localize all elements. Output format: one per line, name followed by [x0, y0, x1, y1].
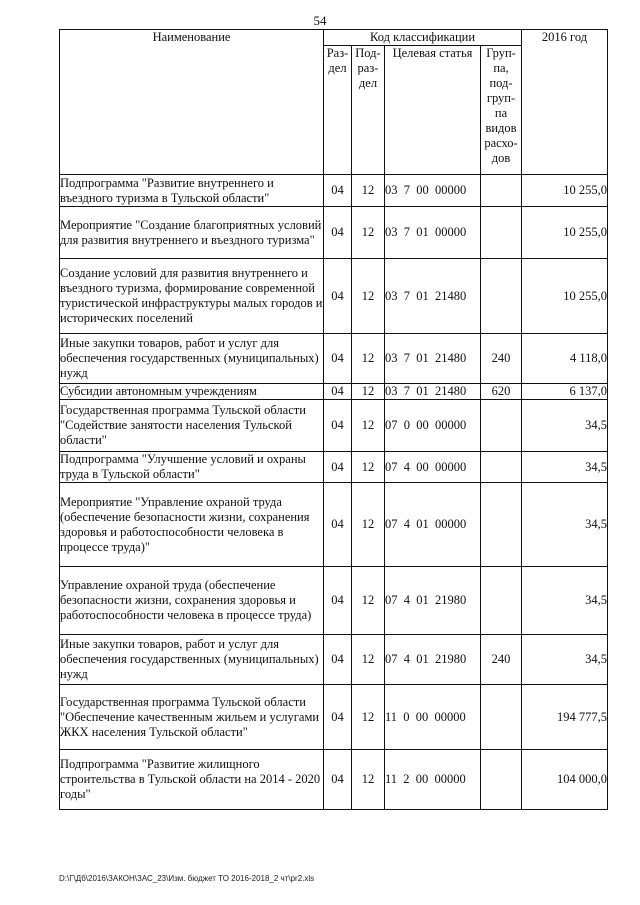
table-row [60, 483, 608, 567]
table-row [60, 635, 608, 685]
row-section: 04 [324, 685, 352, 750]
row-section: 04 [324, 207, 352, 259]
row-group [481, 483, 522, 567]
row-group [481, 400, 522, 452]
row-amount: 6 137,0 [522, 384, 608, 400]
table-row [60, 334, 608, 384]
row-target: 07 0 00 00000 [385, 400, 481, 452]
row-group: 620 [481, 384, 522, 400]
table-row [60, 750, 608, 810]
row-target: 03 7 01 21480 [385, 259, 481, 334]
row-group [481, 259, 522, 334]
row-name: Мероприятие "Управление охраной труда (обеспечение безопасности жизни, сохранения здоровья и работоспособности человека в процессе труда)" [60, 483, 324, 567]
row-subsection: 12 [352, 452, 385, 483]
table-row [60, 175, 608, 207]
row-section: 04 [324, 483, 352, 567]
row-name: Создание условий для развития внутреннего и въездного туризма, формирование современной туристической инфраструктуры малых городов и исторических поселений [60, 259, 324, 334]
row-name: Подпрограмма "Развитие жилищного строительства в Тульской области на 2014 - 2020 годы" [60, 750, 324, 810]
row-section: 04 [324, 400, 352, 452]
table-row [60, 259, 608, 334]
row-target: 11 0 00 00000 [385, 685, 481, 750]
row-group [481, 452, 522, 483]
row-group [481, 207, 522, 259]
row-group: 240 [481, 334, 522, 384]
row-amount: 34,5 [522, 567, 608, 635]
row-amount: 34,5 [522, 400, 608, 452]
row-name: Государственная программа Тульской области "Обеспечение качественным жильем и услугами ЖКХ населения Тульской области" [60, 685, 324, 750]
row-name: Управление охраной труда (обеспечение безопасности жизни, сохранения здоровья и работоспособности человека в процессе труда) [60, 567, 324, 635]
row-section: 04 [324, 175, 352, 207]
row-subsection: 12 [352, 750, 385, 810]
budget-table [59, 29, 608, 810]
header-subsection: Под- раз- дел [352, 46, 385, 175]
header-section: Раз- дел [324, 46, 352, 175]
header-expense-group: Груп- па, под- груп- па видов расхо- дов [481, 46, 522, 175]
table-row [60, 685, 608, 750]
row-name: Подпрограмма "Развитие внутреннего и въездного туризма в Тульской области" [60, 175, 324, 207]
row-amount: 194 777,5 [522, 685, 608, 750]
row-group [481, 175, 522, 207]
table-row [60, 452, 608, 483]
table-row [60, 384, 608, 400]
row-target: 07 4 00 00000 [385, 452, 481, 483]
row-amount: 10 255,0 [522, 207, 608, 259]
row-group [481, 685, 522, 750]
row-section: 04 [324, 452, 352, 483]
row-name: Мероприятие "Создание благоприятных условий для развития внутреннего и въездного туризма" [60, 207, 324, 259]
row-name: Иные закупки товаров, работ и услуг для обеспечения государственных (муниципальных) нужд [60, 334, 324, 384]
row-group [481, 567, 522, 635]
row-amount: 34,5 [522, 452, 608, 483]
row-name: Субсидии автономным учреждениям [60, 384, 324, 400]
row-subsection: 12 [352, 567, 385, 635]
row-subsection: 12 [352, 334, 385, 384]
row-subsection: 12 [352, 483, 385, 567]
row-section: 04 [324, 635, 352, 685]
row-amount: 4 118,0 [522, 334, 608, 384]
row-subsection: 12 [352, 384, 385, 400]
row-amount: 34,5 [522, 635, 608, 685]
row-amount: 10 255,0 [522, 259, 608, 334]
header-year: 2016 год [522, 30, 608, 175]
row-amount: 34,5 [522, 483, 608, 567]
row-section: 04 [324, 259, 352, 334]
row-target: 03 7 01 21480 [385, 384, 481, 400]
row-amount: 104 000,0 [522, 750, 608, 810]
row-target: 03 7 01 00000 [385, 207, 481, 259]
row-group: 240 [481, 635, 522, 685]
row-target: 07 4 01 21980 [385, 635, 481, 685]
row-subsection: 12 [352, 207, 385, 259]
row-target: 07 4 01 21980 [385, 567, 481, 635]
header-name: Наименование [60, 30, 324, 175]
header-row [60, 30, 608, 46]
table-row [60, 207, 608, 259]
row-target: 07 4 01 00000 [385, 483, 481, 567]
row-group [481, 750, 522, 810]
row-subsection: 12 [352, 635, 385, 685]
row-section: 04 [324, 567, 352, 635]
row-target: 03 7 01 21480 [385, 334, 481, 384]
row-name: Подпрограмма "Улучшение условий и охраны труда в Тульской области" [60, 452, 324, 483]
header-classification: Код классификации [324, 30, 522, 46]
row-name: Иные закупки товаров, работ и услуг для обеспечения государственных (муниципальных) нужд [60, 635, 324, 685]
row-section: 04 [324, 750, 352, 810]
row-amount: 10 255,0 [522, 175, 608, 207]
table-row [60, 400, 608, 452]
row-subsection: 12 [352, 259, 385, 334]
row-target: 03 7 00 00000 [385, 175, 481, 207]
row-section: 04 [324, 334, 352, 384]
row-subsection: 12 [352, 400, 385, 452]
row-subsection: 12 [352, 175, 385, 207]
row-name: Государственная программа Тульской области "Содействие занятости населения Тульской области" [60, 400, 324, 452]
row-subsection: 12 [352, 685, 385, 750]
row-target: 11 2 00 00000 [385, 750, 481, 810]
row-section: 04 [324, 384, 352, 400]
file-path-footer: D:\Г\Дб\2016\ЗАКОН\ЗАС_23\Изм. бюджет ТО 2016-2018_2 чт\pr2.xls [59, 874, 315, 883]
page-number: 54 [313, 13, 327, 28]
header-target-article: Целевая статья [385, 46, 481, 175]
table-row [60, 567, 608, 635]
